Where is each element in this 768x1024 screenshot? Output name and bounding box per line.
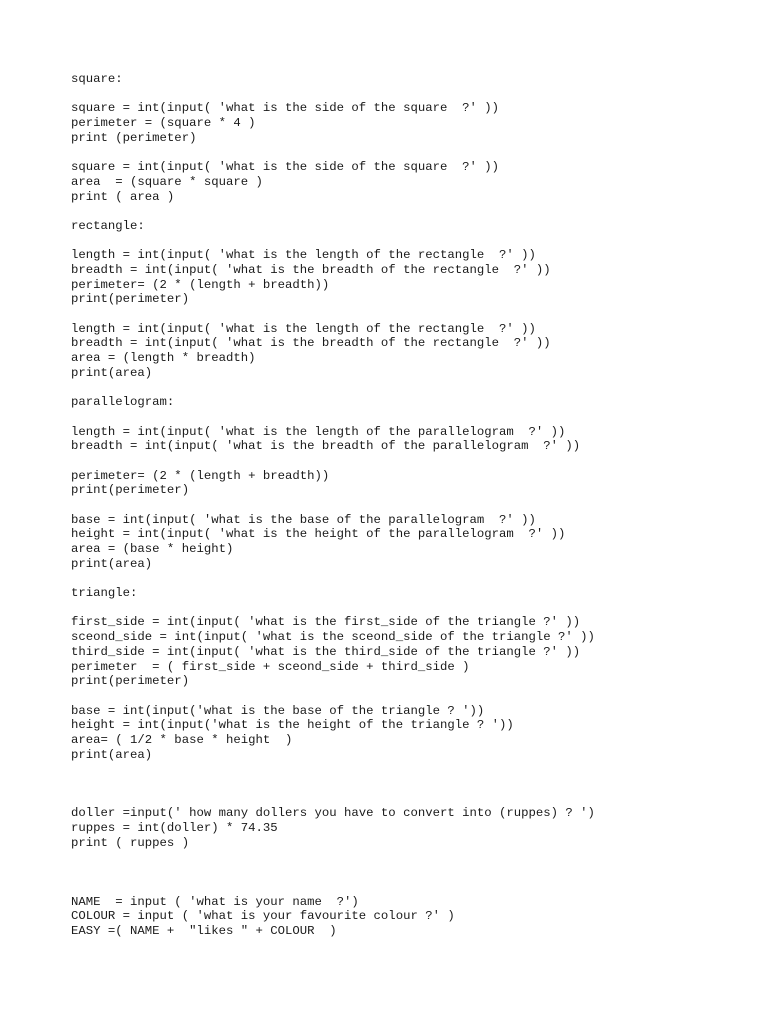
blank-line bbox=[71, 87, 751, 102]
blank-line bbox=[71, 145, 751, 160]
blank-line bbox=[71, 380, 751, 395]
code-line: print(area) bbox=[71, 365, 153, 380]
code-line: base = int(input( 'what is the base of the parallelogram ?' )) bbox=[71, 512, 536, 527]
code-line: square = int(input( 'what is the side of the square ?' )) bbox=[71, 101, 500, 116]
code-line: perimeter= (2 * (length + breadth)) bbox=[71, 468, 330, 483]
blank-line bbox=[71, 498, 751, 513]
code-line: parallelogram: bbox=[71, 395, 175, 410]
code-line: perimeter = ( first_side + sceond_side + third_side ) bbox=[71, 659, 470, 674]
blank-line bbox=[71, 410, 751, 425]
code-line: length = int(input( 'what is the length of the rectangle ?' )) bbox=[71, 248, 536, 263]
code-line: print(area) bbox=[71, 556, 153, 571]
code-line: square = int(input( 'what is the side of the square ?' )) bbox=[71, 160, 500, 175]
blank-line bbox=[71, 601, 751, 616]
document-page bbox=[71, 72, 751, 939]
code-line: height = int(input('what is the height of the triangle ? ')) bbox=[71, 718, 514, 733]
blank-line bbox=[71, 234, 751, 249]
blank-line bbox=[71, 792, 751, 807]
blank-line bbox=[71, 865, 751, 880]
code-line: print ( area ) bbox=[71, 189, 175, 204]
code-line: height = int(input( 'what is the height of the parallelogram ?' )) bbox=[71, 527, 566, 542]
code-line: length = int(input( 'what is the length of the rectangle ?' )) bbox=[71, 321, 536, 336]
code-line: print (perimeter) bbox=[71, 130, 197, 145]
blank-line bbox=[71, 850, 751, 865]
blank-line bbox=[71, 307, 751, 322]
code-line: print(perimeter) bbox=[71, 483, 190, 498]
code-line: NAME = input ( 'what is your name ?') bbox=[71, 894, 359, 909]
code-line: perimeter= (2 * (length + breadth)) bbox=[71, 277, 330, 292]
code-line: perimeter = (square * 4 ) bbox=[71, 116, 256, 131]
code-line: third_side = int(input( 'what is the third_side of the triangle ?' )) bbox=[71, 644, 581, 659]
code-line: square: bbox=[71, 72, 123, 86]
code-line: triangle: bbox=[71, 586, 138, 601]
code-line: length = int(input( 'what is the length of the parallelogram ?' )) bbox=[71, 424, 566, 439]
blank-line bbox=[71, 880, 751, 895]
blank-line bbox=[71, 204, 751, 219]
code-line: print(area) bbox=[71, 747, 153, 762]
code-line: sceond_side = int(input( 'what is the sceond_side of the triangle ?' )) bbox=[71, 630, 595, 645]
code-line: area= ( 1/2 * base * height ) bbox=[71, 732, 293, 747]
code-line: base = int(input('what is the base of the triangle ? ')) bbox=[71, 703, 485, 718]
blank-line bbox=[71, 571, 751, 586]
code-line: print(perimeter) bbox=[71, 674, 190, 689]
code-line: breadth = int(input( 'what is the breadth of the rectangle ?' )) bbox=[71, 336, 551, 351]
code-line: print(perimeter) bbox=[71, 292, 190, 307]
blank-line bbox=[71, 777, 751, 792]
code-line: area = (square * square ) bbox=[71, 174, 263, 189]
code-line: first_side = int(input( 'what is the first_side of the triangle ?' )) bbox=[71, 615, 581, 630]
code-line: EASY =( NAME + "likes " + COLOUR ) bbox=[71, 923, 337, 938]
code-line: area = (base * height) bbox=[71, 542, 234, 556]
blank-line bbox=[71, 762, 751, 777]
blank-line bbox=[71, 454, 751, 469]
code-line: COLOUR = input ( 'what is your favourite colour ?' ) bbox=[71, 909, 455, 924]
code-line: breadth = int(input( 'what is the breadth of the rectangle ?' )) bbox=[71, 262, 551, 277]
blank-line bbox=[71, 689, 751, 704]
code-line: rectangle: bbox=[71, 218, 145, 233]
code-line: print ( ruppes ) bbox=[71, 835, 190, 850]
code-line: ruppes = int(doller) * 74.35 bbox=[71, 821, 278, 836]
code-line: area = (length * breadth) bbox=[71, 351, 256, 366]
code-line: breadth = int(input( 'what is the breadth of the parallelogram ?' )) bbox=[71, 439, 581, 454]
code-line: doller =input(' how many dollers you have to convert into (ruppes) ? ') bbox=[71, 806, 595, 821]
